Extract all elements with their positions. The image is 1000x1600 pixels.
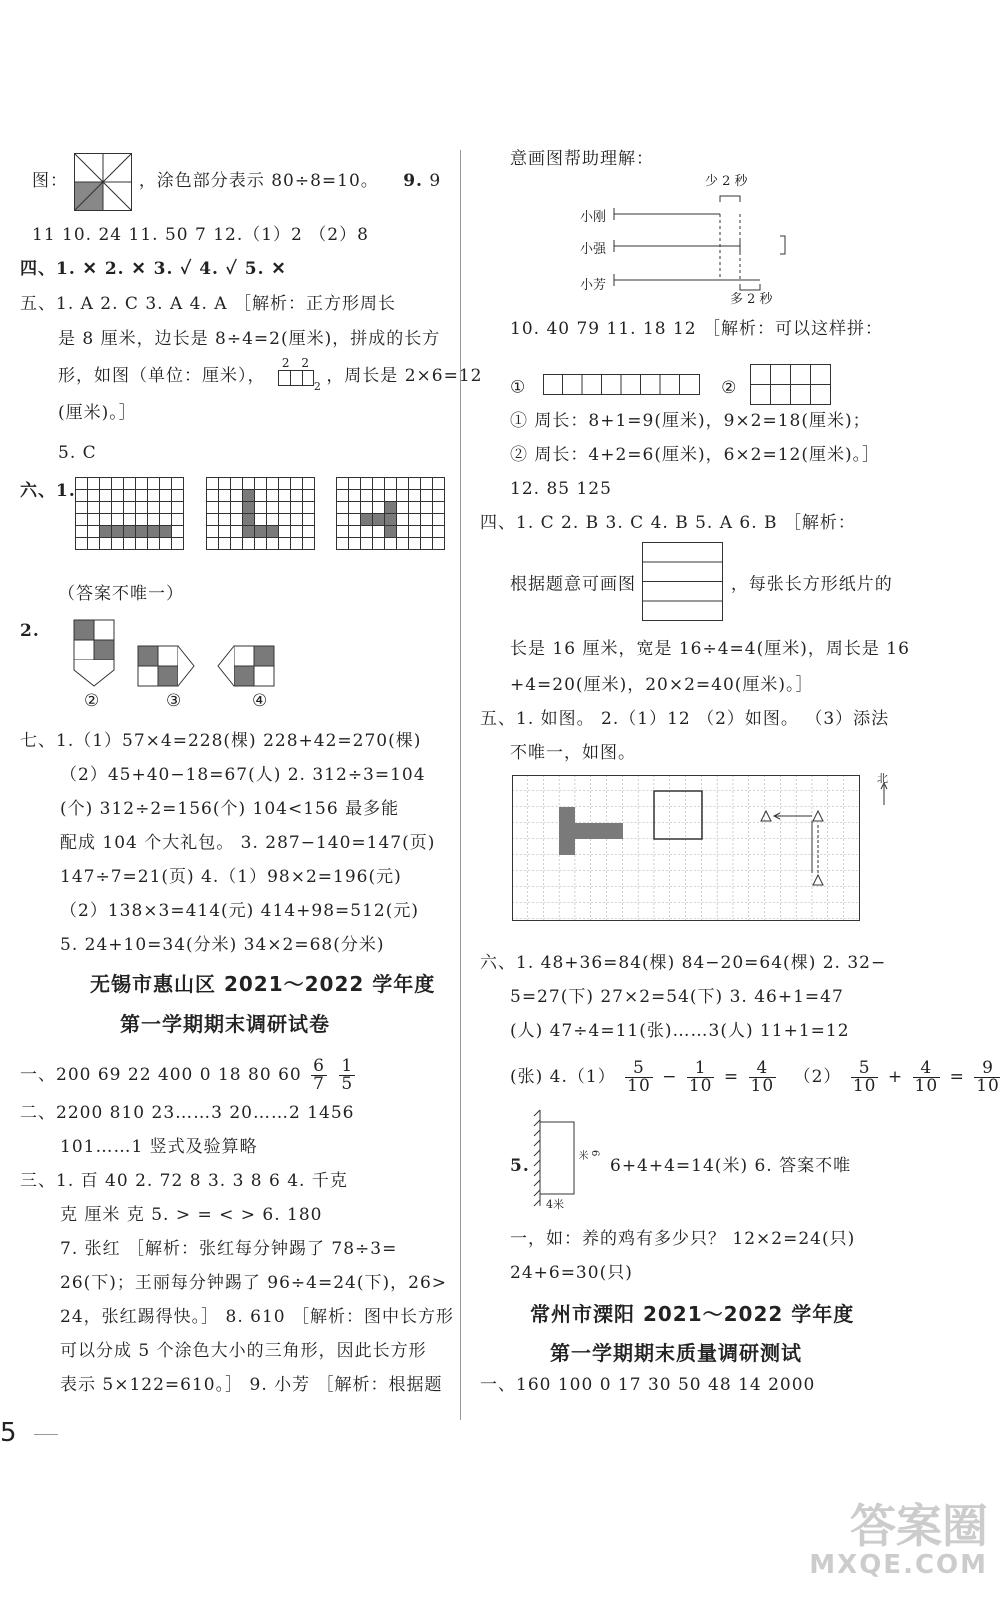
section-title: 常州市溧阳 2021～2022 学年度 (530, 1302, 855, 1326)
answer-line: ② 周长：4+2=6(厘米)，6×2=12(厘米)。］ (510, 445, 881, 465)
shape-figures (72, 618, 352, 718)
rect-figure (272, 355, 322, 393)
answer-line: 5. 24+10=34(分米) 34×2=68(分米) (60, 935, 385, 955)
section-7: 七、1.（1）57×4=228(棵) 228+42=270(棵) (20, 731, 422, 751)
answer-line (510, 572, 893, 598)
answer-line: （2）45+40−18=67(人) 2. 312÷3=104 (60, 765, 426, 785)
section-subtitle: 第一学期期末调研试卷 (120, 1012, 330, 1036)
answer-line: 是 8 厘米，边长是 8÷4=2(厘米)，拼成的长方 (58, 329, 441, 349)
figure-label: 4米 (546, 1198, 564, 1211)
answer-line: 一，如：养的鸡有多少只？ 12×2=24(只) (510, 1229, 856, 1249)
operator: = (949, 1067, 965, 1087)
answer-line: 配成 104 个大礼包。 3. 287−140=147(页) (60, 833, 436, 853)
text: ，周长是 2×6=12 (326, 366, 483, 386)
answer-line: +4=20(厘米)，20×2=40(厘米)。］ (510, 675, 814, 695)
answer-line: 24，张红踢得快。］ 8. 610 ［解析：图中长方形 (60, 1307, 455, 1327)
diagram-label: 小芳 (580, 278, 607, 293)
text: (张) 4.（1） (510, 1067, 616, 1087)
answer-line (20, 1058, 358, 1093)
watermark-logo: 答案圈 (850, 1499, 988, 1553)
shape-label: ② (84, 691, 101, 711)
stacked-rect-figure (642, 542, 724, 628)
shape-label: ④ (252, 691, 269, 711)
answer-line: 24+6=30(只) (510, 1263, 633, 1283)
answer-line: 五、1. A 2. C 3. A 4. A ［解析：正方形周长 (20, 294, 396, 314)
text: （2） (793, 1067, 842, 1087)
fraction: $\frac{6}{7}$ (313, 1056, 325, 1094)
block-figure (750, 364, 832, 412)
text: 根据题意可画图 (510, 574, 636, 595)
answer-line: 意画图帮助理解： (510, 149, 654, 169)
answer-line: 一、160 100 0 17 30 50 48 14 2000 (480, 1375, 816, 1395)
figure-label: 6米 (576, 1150, 600, 1160)
text: ，涂色部分表示 80÷8=10。 (138, 171, 379, 191)
answer-line: 26(下)；王丽每分钟踢了 96÷4=24(下)，26> (60, 1273, 448, 1293)
section-6: 六、1. (20, 481, 76, 501)
q-number: 2. (20, 621, 40, 641)
answer-line (58, 355, 483, 393)
answer-line (510, 1060, 1000, 1095)
section-6: 六、1. 48+36=84(棵) 84−20=64(棵) 2. 32− (480, 953, 887, 973)
text: 图： (32, 171, 68, 191)
q-number: 5. (510, 1156, 530, 1176)
answer-line: 不唯一，如图。 (510, 743, 636, 763)
answer-line: 克 厘米 克 5. > = < > 6. 180 (60, 1205, 323, 1225)
column-divider (460, 150, 461, 1420)
shape-label: ③ (166, 691, 183, 711)
answer-line: 表示 5×122=610。］ 9. 小芳 ［解析：根据题 (60, 1375, 443, 1395)
label-2: ② (721, 377, 738, 398)
strip-figure (543, 374, 703, 402)
answer-line: 长是 16 厘米，宽是 16÷4=4(厘米)，周长是 16 (510, 639, 910, 659)
figure-label: 2 2 (281, 355, 313, 370)
fraction: $\frac{1}{5}$ (341, 1056, 354, 1094)
operator: + (887, 1067, 904, 1087)
answer-line (510, 364, 832, 412)
square-figure (74, 153, 132, 211)
section-4: 四、1. ✕ 2. ✕ 3. ✓ 4. ✓ 5. ✕ (20, 259, 287, 279)
page-number: 5 (0, 1418, 17, 1448)
answer-line: ① 周长：8+1=9(厘米)，9×2=18(厘米)； (510, 411, 871, 431)
answer-line: 7. 张红 ［解析：张红每分钟踢了 78÷3= (60, 1239, 398, 1259)
fraction: $\frac{4}{10}$ (914, 1058, 939, 1096)
fraction: $\frac{9}{10}$ (976, 1058, 1000, 1096)
answer-line: （答案不唯一） (58, 584, 184, 604)
fraction: $\frac{4}{10}$ (750, 1058, 775, 1096)
text: ，每张长方形纸片的 (730, 574, 893, 595)
answer-line: 147÷7=21(页) 4.（1）98×2=196(元) (60, 867, 402, 887)
section-4: 四、1. C 2. B 3. C 4. B 5. A 6. B ［解析： (480, 513, 856, 533)
label-1: ① (510, 377, 527, 398)
answer-line: 二、2200 810 23……3 20……2 1456 (20, 1103, 355, 1123)
grid-map (512, 775, 912, 935)
section-subtitle: 第一学期期末质量调研测试 (550, 1341, 802, 1365)
answer-line: 101……1 竖式及验算略 (60, 1137, 258, 1157)
time-diagram (580, 170, 800, 310)
grid-figure-2 (206, 477, 315, 550)
q-number: 9. (403, 171, 423, 191)
answer-line: 6+4+4=14(米) 6. 答案不唯 (610, 1156, 852, 1176)
text: 形，如图（单位：厘米）， (58, 366, 266, 386)
answer-line: (人) 47÷4=11(张)……3(人) 11+1=12 (510, 1021, 850, 1041)
answer-line: 三、1. 百 40 2. 72 8 3. 3 8 6 4. 千克 (20, 1171, 348, 1191)
fraction: $\frac{5}{10}$ (852, 1058, 877, 1096)
grid-figure-1 (75, 477, 184, 550)
diagram-label: 少 2 秒 (705, 174, 748, 189)
figure-label: 2 (313, 379, 322, 393)
answer-line: 11 10. 24 11. 50 7 12.（1）2 （2）8 (32, 225, 369, 245)
answer-line (32, 170, 441, 192)
diagram-label: 小强 (580, 242, 607, 257)
fraction: $\frac{5}{10}$ (627, 1058, 651, 1096)
answer-line: 5. C (58, 443, 97, 463)
answer-line: 可以分成 5 个涂色大小的三角形，因此长方形 (60, 1341, 427, 1361)
answer-line: 5=27(下) 27×2=54(下) 3. 46+1=47 (510, 987, 844, 1007)
watermark-url: MXQE.COM (809, 1550, 988, 1580)
section-title: 无锡市惠山区 2021～2022 学年度 (90, 972, 436, 996)
section-5: 五、1. 如图。 2.（1）12 （2）如图。 （3）添法 (480, 709, 890, 729)
text: 一、200 69 22 400 0 18 80 60 (20, 1065, 302, 1085)
text: 9 (429, 171, 442, 191)
answer-line: (厘米)。］ (58, 403, 137, 423)
operator: = (723, 1067, 740, 1087)
answer-line: 12. 85 125 (510, 479, 612, 499)
page-rule (34, 1434, 58, 1435)
fraction: $\frac{1}{10}$ (688, 1058, 713, 1096)
answer-line: (个) 312÷2=156(个) 104<156 最多能 (60, 799, 400, 819)
north-label: 北 (877, 772, 888, 785)
answer-line: 10. 40 79 11. 18 12 ［解析：可以这样拼： (510, 319, 884, 339)
answer-line: （2）138×3=414(元) 414+98=512(元) (60, 901, 419, 921)
operator: − (662, 1067, 678, 1087)
diagram-label: 小刚 (580, 210, 607, 225)
diagram-label: 多 2 秒 (730, 292, 773, 307)
grid-figure-3 (336, 477, 445, 550)
